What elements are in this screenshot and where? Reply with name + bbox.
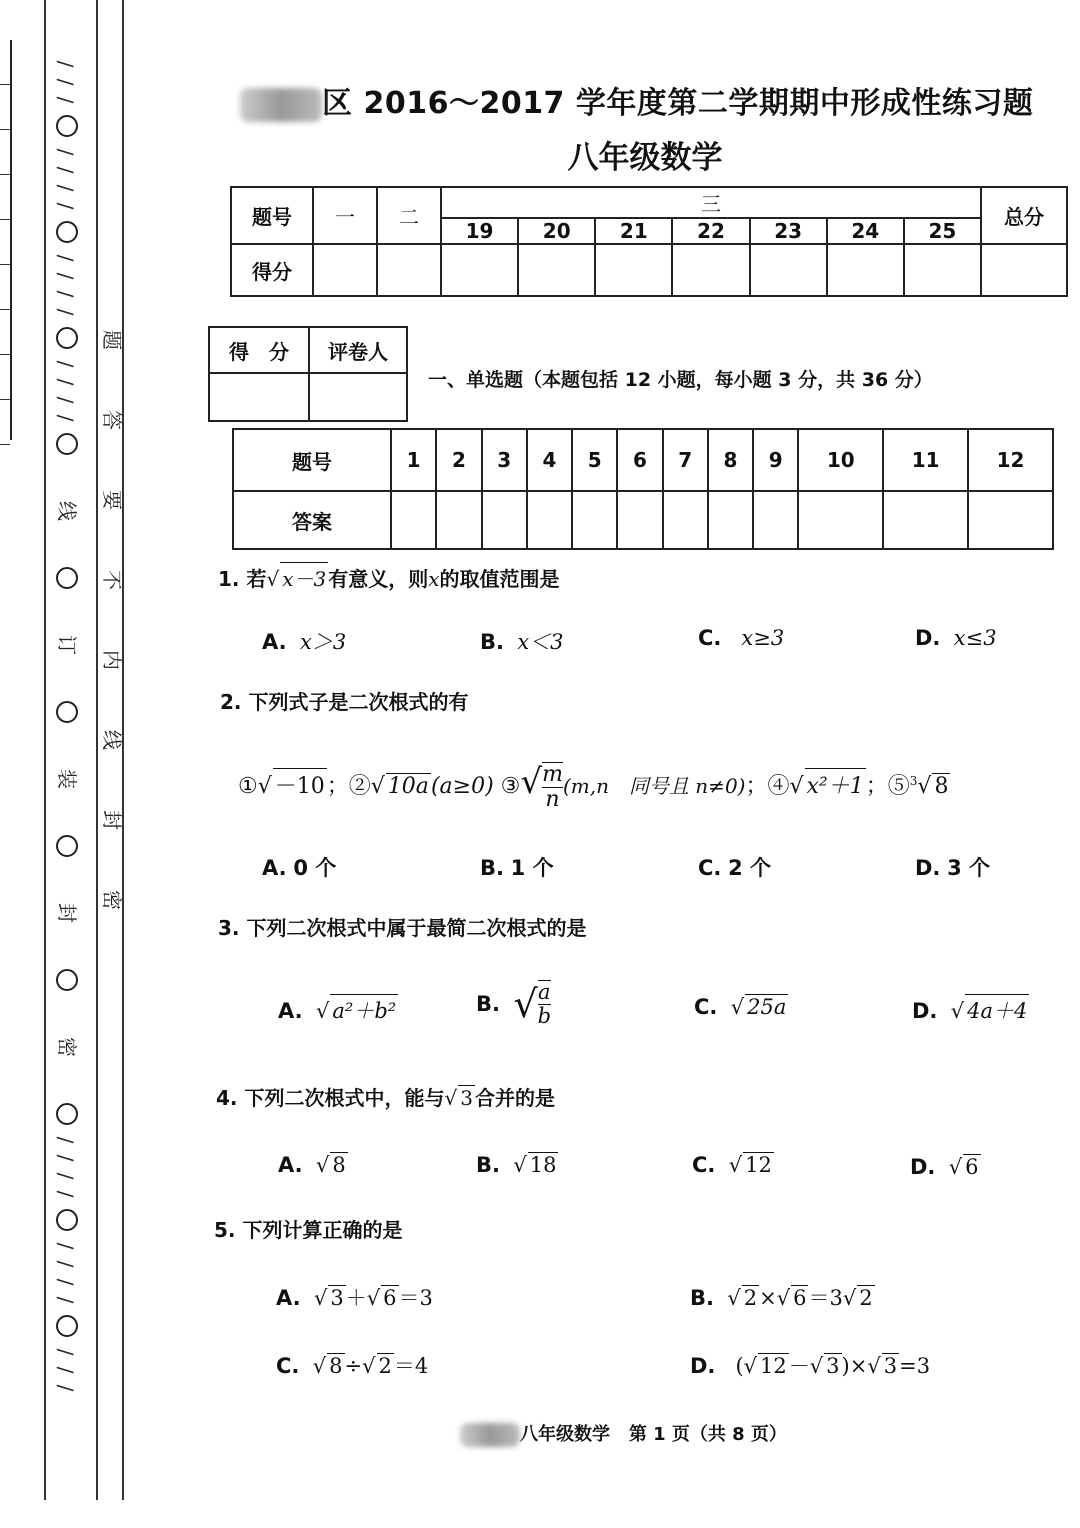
score-cell[interactable]: [377, 244, 441, 296]
answer-cell[interactable]: [708, 491, 753, 549]
q2-option-c[interactable]: C. 2 个: [698, 856, 772, 880]
answer-num-cell: 10: [798, 429, 883, 491]
margin-char: 要: [100, 490, 124, 510]
answer-row-label: 题号: [233, 429, 391, 491]
score-cell[interactable]: [827, 244, 904, 296]
page-footer: 八年级数学 第 1 页（共 8 页）: [460, 1420, 787, 1447]
part-2-header: 二: [377, 187, 441, 244]
score-cell[interactable]: [750, 244, 827, 296]
score-row-label: 题号: [231, 187, 313, 244]
redacted-district: [460, 1423, 520, 1447]
answer-cell[interactable]: [663, 491, 708, 549]
q4-option-b[interactable]: B. √ 18: [476, 1153, 557, 1177]
q-num-cell: 24: [827, 218, 904, 244]
q2-option-b[interactable]: B. 1 个: [480, 856, 554, 880]
grader-box: [208, 326, 408, 422]
answer-num-cell: 4: [527, 429, 572, 491]
answer-cell[interactable]: [436, 491, 481, 549]
margin-char: 封: [100, 810, 124, 830]
answer-cell[interactable]: [482, 491, 527, 549]
q1-option-d[interactable]: D. x≤3: [915, 626, 997, 650]
section-1-title: 一、单选题（本题包括 12 小题，每小题 3 分，共 36 分）: [428, 369, 933, 391]
q3-option-d[interactable]: D. √ 4a＋4: [912, 994, 1029, 1025]
answer-table: [232, 428, 1054, 550]
q-num-cell: 22: [672, 218, 749, 244]
section-score-cell[interactable]: [209, 373, 309, 421]
question-5: 5. 下列计算正确的是: [214, 1218, 403, 1242]
answer-num-cell: 6: [617, 429, 662, 491]
question-3: 3. 下列二次根式中属于最简二次根式的是: [218, 916, 587, 940]
answer-row-label: 答案: [233, 491, 391, 549]
q1-option-a[interactable]: A. x＞3: [262, 630, 347, 654]
q2-expression: ①√ －10；②√ 10a(a≥0) ③√ $\frac{m}{n}$ (m,n 同号且 n≠0)；④√ x²＋1；⑤$^3$√ 8: [238, 762, 949, 813]
score-cell[interactable]: [595, 244, 672, 296]
answer-num-cell: 5: [572, 429, 617, 491]
q1-option-b[interactable]: B. x＜3: [480, 630, 564, 654]
margin-line-left: [44, 0, 46, 1500]
answer-cell[interactable]: [798, 491, 883, 549]
answer-num-cell: 2: [436, 429, 481, 491]
answer-num-cell: 12: [968, 429, 1053, 491]
answer-num-cell: 8: [708, 429, 753, 491]
margin-char: 订: [55, 635, 79, 655]
q3-option-c[interactable]: C. √ 25a: [694, 995, 787, 1019]
answer-cell[interactable]: [968, 491, 1053, 549]
margin-char: 装: [55, 769, 79, 789]
page-subtitle: 八年级数学: [567, 140, 723, 176]
q4-option-d[interactable]: D. √ 6: [910, 1155, 979, 1179]
q-num-cell: 19: [441, 218, 518, 244]
score-table: [230, 186, 1068, 297]
answer-cell[interactable]: [883, 491, 968, 549]
total-score-cell[interactable]: [981, 244, 1067, 296]
margin-char: 内: [100, 650, 124, 670]
answer-num-cell: 7: [663, 429, 708, 491]
margin-char: 题: [100, 330, 124, 350]
q-num-cell: 20: [518, 218, 595, 244]
page-title: 区 2016～2017 学年度第二学期期中形成性练习题: [240, 78, 1060, 122]
redacted-district: [240, 88, 322, 122]
q-num-cell: 21: [595, 218, 672, 244]
score-cell[interactable]: [904, 244, 981, 296]
answer-cell[interactable]: [572, 491, 617, 549]
part-3-header: 三: [441, 187, 981, 218]
score-label: 得 分: [209, 327, 309, 373]
answer-num-cell: 9: [753, 429, 798, 491]
q5-option-c[interactable]: C. √ 8÷√ 2＝4: [276, 1354, 429, 1378]
margin-char: 答: [100, 410, 124, 430]
q3-option-a[interactable]: A. √ a²＋b²: [278, 994, 398, 1025]
answer-num-cell: 3: [482, 429, 527, 491]
edge-table-fragment: [0, 40, 12, 440]
margin-char: 线: [100, 730, 124, 750]
q4-option-c[interactable]: C. √ 12: [692, 1153, 772, 1177]
q4-option-a[interactable]: A. √ 8: [278, 1153, 346, 1177]
q2-option-d[interactable]: D. 3 个: [915, 856, 991, 880]
q-num-cell: 23: [750, 218, 827, 244]
question-1: 1. 若√ x－3 有意义，则x的取值范围是: [218, 562, 560, 592]
answer-num-cell: 1: [391, 429, 436, 491]
q1-option-c[interactable]: C. x≥3: [698, 626, 785, 650]
binding-margin-outer: / / / / / / / / / / / / / / / 线 订 装 封 密 / / / / / / / / / / /: [53, 60, 79, 1392]
answer-num-cell: 11: [883, 429, 968, 491]
margin-char: 线: [55, 501, 79, 521]
q5-option-a[interactable]: A. √ 3＋√ 6＝3: [276, 1286, 433, 1310]
binding-margin-inner: [97, 330, 127, 910]
margin-char: 密: [100, 890, 124, 910]
margin-char: 密: [55, 1037, 79, 1057]
q3-option-b[interactable]: B. √ $\frac{a}{b}$: [476, 980, 552, 1029]
question-4: 4. 下列二次根式中，能与√ 3 合并的是: [216, 1086, 555, 1110]
answer-cell[interactable]: [391, 491, 436, 549]
score-row-label: 得分: [231, 244, 313, 296]
answer-cell[interactable]: [753, 491, 798, 549]
answer-cell[interactable]: [527, 491, 572, 549]
q5-option-b[interactable]: B. √ 2×√ 6＝3√ 2: [690, 1286, 873, 1310]
score-cell[interactable]: [313, 244, 377, 296]
margin-char: 不: [100, 570, 124, 590]
q5-option-d[interactable]: D. (√ 12－√ 3)×√ 3=3: [690, 1354, 931, 1378]
margin-char: 封: [55, 903, 79, 923]
grader-cell[interactable]: [309, 373, 407, 421]
score-cell[interactable]: [518, 244, 595, 296]
q2-option-a[interactable]: A. 0 个: [262, 856, 337, 880]
part-1-header: 一: [313, 187, 377, 244]
score-cell[interactable]: [441, 244, 518, 296]
question-2: 2. 下列式子是二次根式的有: [220, 690, 469, 714]
score-cell[interactable]: [672, 244, 749, 296]
total-header: 总分: [981, 187, 1067, 244]
answer-cell[interactable]: [617, 491, 662, 549]
grader-label: 评卷人: [309, 327, 407, 373]
q-num-cell: 25: [904, 218, 981, 244]
